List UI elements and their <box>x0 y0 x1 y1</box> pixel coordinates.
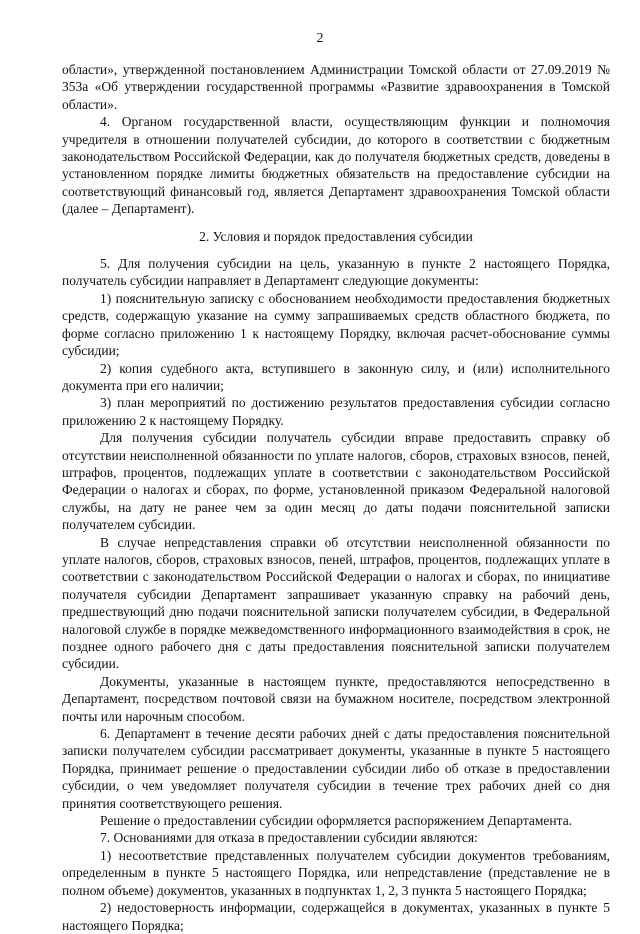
section-heading: 2. Условия и порядок предоставления субсидии <box>199 228 473 244</box>
paragraph-subitem-2: 2) копия судебного акта, вступившего в законную силу, и (или) исполнительного документа при его наличии; <box>62 360 610 393</box>
paragraph-refusal-2: 2) недостоверность информации, содержащейся в документах, указанных в пункте 5 настоящего Порядка; <box>62 900 610 933</box>
paragraph-subitem-3: 3) план мероприятий по достижению результатов предоставления субсидии согласно приложению 2 к настоящему Порядку. <box>62 395 610 428</box>
paragraph-documents-delivery: Документы, указанные в настоящем пункте, предоставляются непосредственно в Департамент, посредством почтовой связи на бумажном носителе, посредством электронной почты или нарочным способом. <box>62 673 610 724</box>
paragraph-subitem-1: 1) пояснительную записку с обоснованием необходимости предоставления бюджетных средств, содержащую указание на сумму запрашиваемых средств областного бюджета, по форме согласно приложению 1 к настоящему Порядку, включая расчет-обоснование суммы субсидии; <box>62 290 610 359</box>
paragraph-item-7: 7. Основаниями для отказа в предоставлении субсидии являются: <box>100 830 478 846</box>
paragraph-item-4: 4. Органом государственной власти, осуществляющим функции и полномочия учредителя в отношении получателей субсидии, до которого в соответствии с бюджетным законодательством Российской Федерации, как до получателя бюджетных средств, доведены в установленном порядке лимиты бюджетных обязательств на предоставление субсидии на соответствующий финансовый год, является Департамент здравоохранения Томской области (далее – Департамент). <box>62 114 610 217</box>
paragraph-item-5: 5. Для получения субсидии на цель, указанную в пункте 2 настоящего Порядка, получатель субсидии направляет в Департамент следующие документы: <box>62 256 610 289</box>
page-number: 2 <box>316 31 324 46</box>
paragraph-item-6: 6. Департамент в течение десяти рабочих дней с даты предоставления пояснительной записки получателем субсидии рассматривает документы, указанные в пункте 5 настоящего Порядка, принимает решение о предоставлении субсидии либо об отказе в предоставлении субсидии, о чем уведомляет получателя субсидии в течение трех рабочих дней со дня принятия соответствующего решения. <box>62 726 610 811</box>
paragraph-continuation: области», утвержденной постановлением Администрации Томской области от 27.09.2019 № 353а «Об утверждении государственной программы «Развитие здравоохранения в Томской области». <box>62 62 610 112</box>
paragraph-tax-certificate: Для получения субсидии получатель субсидии вправе предоставить справку об отсутствии неисполненной обязанности по уплате налогов, сборов, страховых взносов, пеней, штрафов, процентов, подлежащих уплате в соответствии с законодательством Российской Федерации о налогах и сборах, по форме, установленной приказом Федеральной налоговой службы, на дату не ранее чем за один месяц до даты подачи пояснительной записки получателем субсидии. <box>62 430 610 533</box>
document-body <box>62 61 610 934</box>
paragraph-refusal-1: 1) несоответствие представленных получателем субсидии документов требованиям, определенным в пункте 5 настоящего Порядка, или непредставление (представление не в полном объеме) документов, указанных в подпунктах 1, 2, 3 пункта 5 настоящего Порядка; <box>62 847 610 898</box>
paragraph-no-certificate: В случае непредставления справки об отсутствии неисполненной обязанности по уплате налогов, сборов, страховых взносов, пеней, штрафов, процентов, подлежащих уплате в соответствии с законодательством Российской Федерации о налогах и сборах, по инициативе получателя субсидии Департамент запрашивает указанную справку на рабочий день, предшествующий дню подачи пояснительной записки получателем субсидии, в Федеральной налоговой службе в порядке межведомственного информационного взаимодействия в срок, не позднее одного рабочего дня с даты предоставления пояснительной записки получателем субсидии. <box>62 534 610 672</box>
paragraph-decision: Решение о предоставлении субсидии оформляется распоряжением Департамента. <box>100 813 573 829</box>
